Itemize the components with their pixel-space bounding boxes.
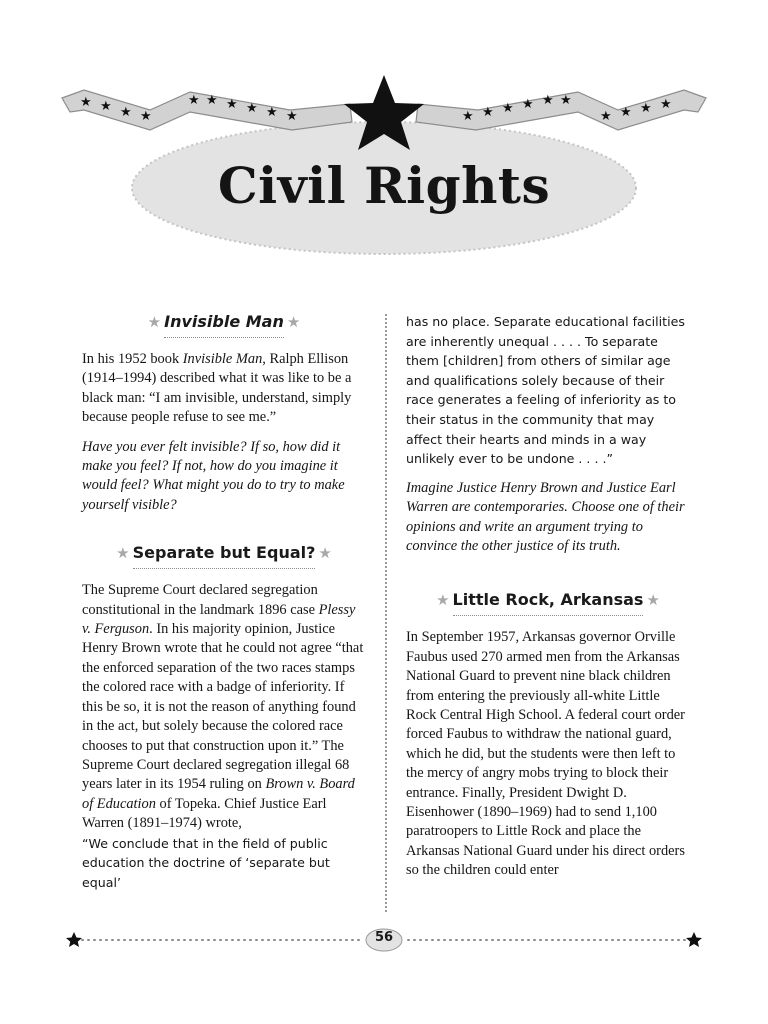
small-star-icon: ★: [116, 544, 130, 563]
svg-text:★: ★: [620, 105, 632, 120]
svg-text:★: ★: [522, 97, 534, 112]
small-star-icon: ★: [318, 544, 332, 563]
svg-text:★: ★: [640, 101, 652, 116]
left-column: [82, 312, 366, 902]
svg-text:★: ★: [600, 109, 612, 124]
svg-text:★: ★: [482, 105, 494, 120]
svg-text:★: ★: [100, 99, 112, 114]
separate-but-equal-prompt: Imagine Justice Henry Brown and Justice Earl Warren are contemporaries. Choose one of their opinions and write an argument trying to convince the other justice of its truth.: [406, 479, 685, 554]
page-title: Civil Rights: [217, 156, 551, 215]
little-rock-paragraph: In September 1957, Arkansas governor Orville Faubus used 270 armed men from the Arkansas National Guard to prevent nine black children from entering the previously all-white Little Rock Central High School. A federal court order forced Faubus to withdraw the national guard, which he did, but the students were then left to the mercy of angry mobs trying to block their entrance. Finally, President Dwight D. Eisenhower (1890–1969) had to send 1,100 paratroopers to Little Rock and place the Arkansas National Guard under his direct orders so the children could enter: [406, 629, 685, 879]
svg-text:★: ★: [120, 105, 132, 120]
small-star-icon: ★: [646, 591, 660, 610]
svg-text:★: ★: [542, 93, 554, 108]
small-star-icon: ★: [436, 591, 450, 610]
section-heading-invisible-man: ★ Invisible Man ★: [82, 312, 366, 338]
warren-quote-continued: has no place. Separate educational facilities are inherently unequal . . . . To separate them [children] from others of similar age and qualifications solely because of their race generates a feeling of inferiority as to their status in the community that may affect their hearts and minds in a way unlikely ever to be undone . . . .”: [406, 314, 685, 467]
svg-text:★: ★: [188, 93, 200, 108]
svg-text:★: ★: [246, 101, 258, 116]
page-number: 56: [374, 930, 394, 945]
small-star-icon: ★: [147, 313, 162, 331]
column-divider: [385, 314, 387, 912]
svg-text:★: ★: [660, 97, 672, 112]
invisible-man-paragraph: In his 1952 book Invisible Man, Ralph Ellison (1914–1994) described what it was like to be a black man: “I am invisible, understand, simply because people refuse to see me.”: [82, 351, 352, 426]
svg-text:★: ★: [560, 93, 572, 108]
separate-but-equal-paragraph: The Supreme Court declared segregation constitutional in the landmark 1896 case Plessy v. Ferguson. In his majority opinion, Justice Henry Brown wrote that he could not agree “that the enforced separation of the two races stamps the colored race with a badge of inferiority. If this be so, it is not the reason of anything found in the act, but solely because the colored race chooses to put that construction upon it.” The Supreme Court declared segregation illegal 68 years later in its 1954 ruling on Brown v. Board of Education of Topeka. Chief Justice Earl Warren (1891–1974) wrote,: [82, 582, 364, 832]
svg-text:★: ★: [266, 105, 278, 120]
svg-text:★: ★: [462, 109, 474, 124]
section-heading-separate-but-equal: ★ Separate but Equal? ★: [82, 543, 366, 569]
footer-star-icon: [66, 932, 82, 947]
small-star-icon: ★: [286, 313, 301, 331]
svg-text:★: ★: [286, 109, 298, 124]
invisible-man-prompt: Have you ever felt invisible? If so, how did it make you feel? If not, how do you imagine it would feel? What might you do to try to make yourself visible?: [82, 438, 345, 513]
footer-star-icon: [686, 932, 702, 947]
svg-text:★: ★: [206, 93, 218, 108]
right-column: [406, 312, 690, 891]
svg-text:★: ★: [502, 101, 514, 116]
warren-quote-start: “We conclude that in the field of public education the doctrine of ‘separate but equal’: [82, 835, 330, 890]
svg-text:★: ★: [80, 95, 92, 110]
svg-text:★: ★: [140, 109, 152, 124]
svg-text:★: ★: [226, 97, 238, 112]
section-heading-little-rock: ★ Little Rock, Arkansas ★: [406, 590, 690, 616]
